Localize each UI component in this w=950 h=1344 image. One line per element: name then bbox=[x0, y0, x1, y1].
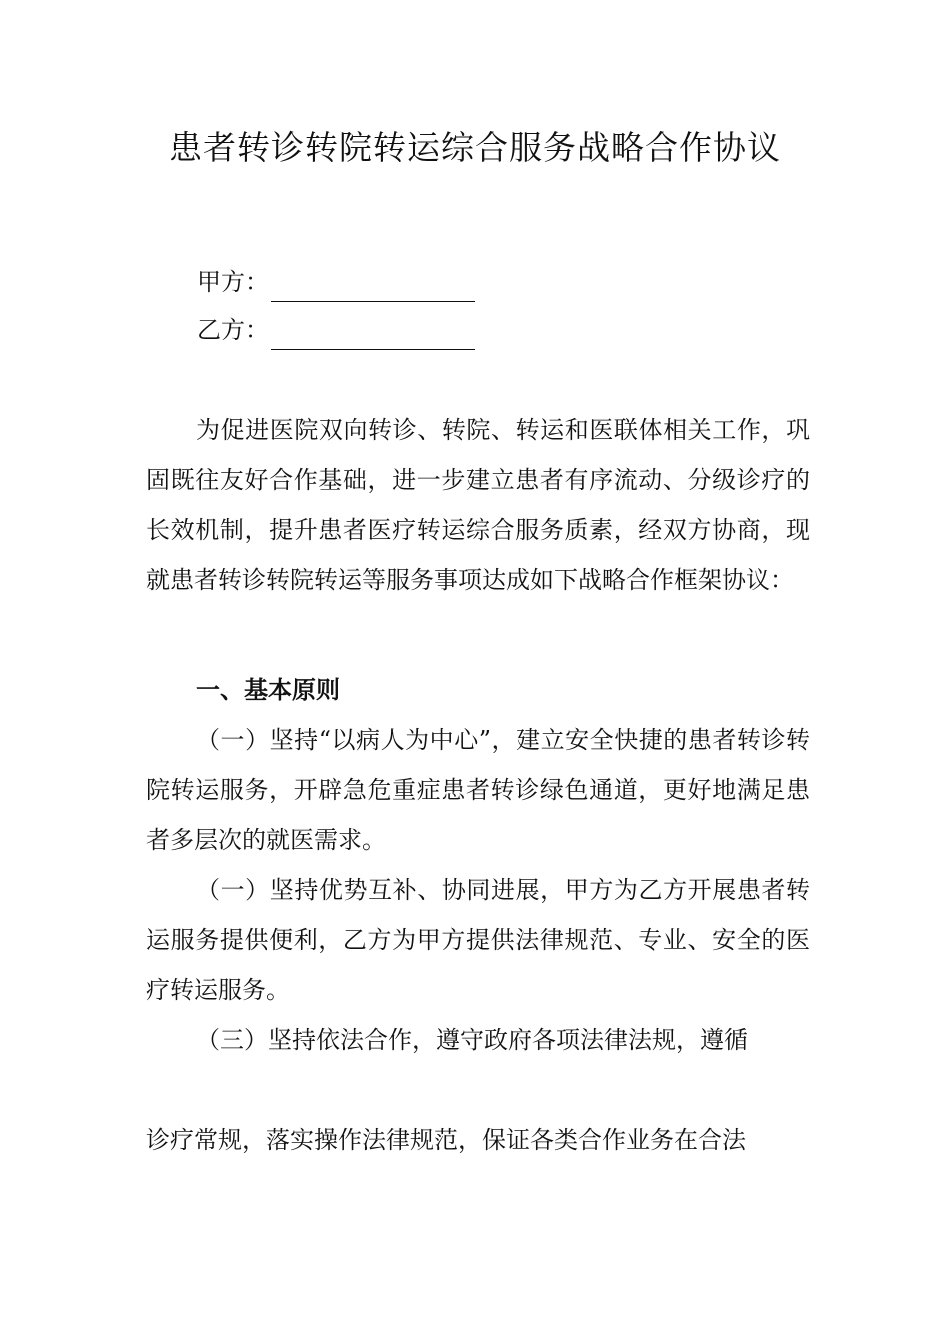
intro-paragraph: 为促进医院双向转诊、转院、转运和医联体相关工作，巩固既往友好合作基础，进一步建立患者有序流动、分级诊疗的长效机制，提升患者医疗转运综合服务质素，经双方协商，现就患者转诊转院转运等服务事项达成如下战略合作框架协议： bbox=[146, 416, 810, 594]
party-b-line bbox=[197, 310, 475, 350]
document-title: 患者转诊转院转运综合服务战略合作协议 bbox=[169, 128, 781, 167]
party-a-blank bbox=[271, 271, 475, 302]
party-b-blank bbox=[271, 319, 475, 350]
party-a-line bbox=[197, 262, 475, 302]
clause-3-continuation: 诊疗常规，落实操作法律规范，保证各类合作业务在合法 bbox=[146, 1126, 746, 1154]
clause-3-paragraph: （三）坚持依法合作，遵守政府各项法律法规，遵循 bbox=[196, 1026, 748, 1054]
clause-2-paragraph: （一）坚持优势互补、协同进展，甲方为乙方开展患者转运服务提供便利，乙方为甲方提供法律规范、专业、安全的医疗转运服务。 bbox=[146, 876, 810, 1004]
section-heading-basic-principles: 一、基本原则 bbox=[196, 675, 340, 704]
party-a-label: 甲方： bbox=[197, 268, 269, 296]
clause-1-paragraph: （一）坚持“以病人为中心”，建立安全快捷的患者转诊转院转运服务，开辟急危重症患者转诊绿色通道，更好地满足患者多层次的就医需求。 bbox=[146, 726, 810, 854]
party-b-label: 乙方： bbox=[197, 316, 269, 344]
